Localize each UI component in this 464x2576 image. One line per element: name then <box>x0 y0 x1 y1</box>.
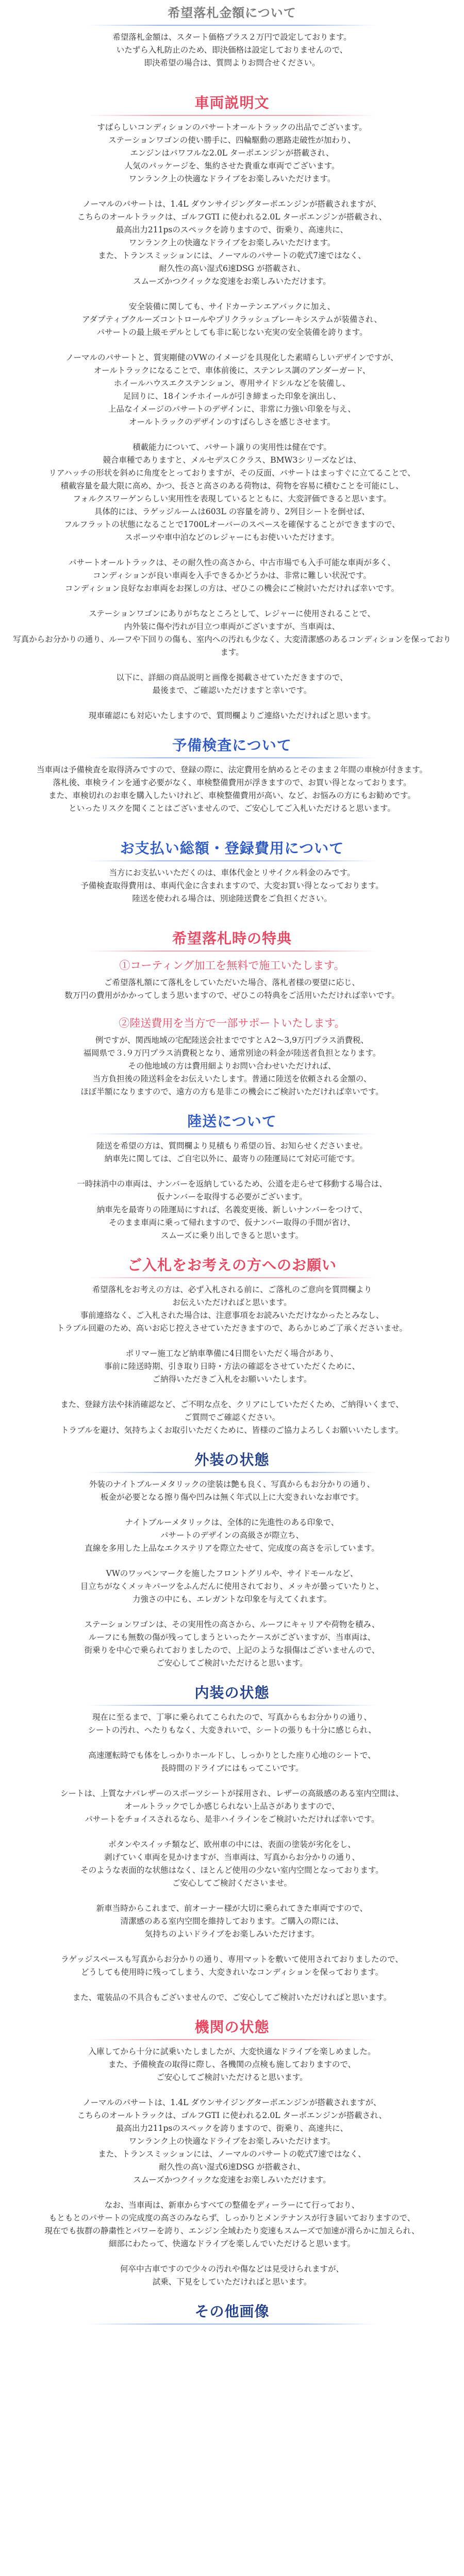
text-line: 当方負担後の陸送料金をお伝えいたします。普通に陸送を依頼される金額の、 <box>92 1074 372 1083</box>
paragraph <box>10 1902 454 1941</box>
text-line: ワンランク上の快適なドライブをお楽しみいただけます。 <box>128 2137 336 2146</box>
text-line: また、車検切れのお車を購入したいけれど、車検整備費用が高い、など、お悩みの方にもお勧めです。 <box>48 791 416 800</box>
text-line: また、電装品の不具合もございませんので、ご安心してご検討いただければと思います。 <box>72 1993 392 2002</box>
text-line: 最高出力211psのスペックを誇りますので、街乗り、高速共に、 <box>115 225 349 234</box>
text-line: ご安心してご検討いただけると思います。 <box>156 1658 308 1668</box>
transport-text <box>10 1140 454 1242</box>
text-line: 積載容量を最大限に高め、かつ、長さと高さのある荷物は、荷物を容易に積むことを可能にし、 <box>60 481 404 490</box>
text-line: 入庫してから十分に試乗いたしましたが、大変快適なドライブを楽しめました。 <box>88 2047 376 2056</box>
paragraph <box>10 671 454 697</box>
other-images-section <box>0 2301 464 2325</box>
text-line: 陸送を使われる場合は、別途陸送費をご負担ください。 <box>132 894 332 903</box>
paragraph <box>10 556 454 595</box>
text-line: もともとのパサートの完成度の高さのみならず、しっかりとメンテナンスが行き届いておりますので、 <box>48 2213 416 2223</box>
vehicle-description-section <box>0 92 464 722</box>
divider <box>88 2324 376 2325</box>
exterior-title: 外装の状態 <box>194 1451 270 1468</box>
divider <box>88 25 376 26</box>
divider <box>88 1277 376 1278</box>
text-line: ご希望落札額にて落札をしていただいた場合、落札者様の要望に応じ、 <box>104 978 360 987</box>
text-line: オールトラックでしか感じられない上品さがありますので、 <box>124 1802 340 1811</box>
text-line: お伝えいただければと思います。 <box>172 1298 292 1307</box>
divider <box>88 1472 376 1473</box>
text-line: 足回りに、18インチホイールが引き締まった印象を演出し、 <box>123 392 341 401</box>
text-line: また、トランスミッションには、ノーマルのパサートの乾式7速ではなく、 <box>98 2149 366 2159</box>
text-line: シートの汚れ、へたりもなく、大変きれいで、シートの張りも十分に感じられ、 <box>88 1725 376 1735</box>
text-line: すばらしいコンディションのパサートオールトラックの出品でございます。 <box>97 123 367 132</box>
text-line: 当方にお支払いいただくのは、車体代金とリサイクル料金のみです。 <box>109 868 355 877</box>
text-line: ノーマルのパサートと、質実剛健のVWのイメージを具現化した素晴らしいデザインですが、 <box>65 353 399 362</box>
perk-heading: ②陸送費用を当方で一部サポートいたします。 <box>119 1017 345 1029</box>
text-line: 板金が必要となる擦り傷や凹みは無く年式以上に大変きれいなお車です。 <box>100 1493 364 1502</box>
divider <box>88 2039 376 2040</box>
paragraph <box>10 1140 454 1165</box>
paragraph <box>10 867 454 905</box>
text-line: 何卒中古車ですので少々の汚れや傷などは見受けられますが、 <box>120 2264 344 2274</box>
paragraph <box>10 1178 454 1242</box>
perk-heading: ①コーティング加工を無料で施工いたします。 <box>119 959 345 972</box>
text-line: ボタンやスイッチ類など、欧州車の中には、表面の塗装が劣化をし、 <box>108 1840 356 1849</box>
text-line: 希望落札をお考えの方は、必ず入札される前に、ご落札のご意向を質問欄より <box>92 1285 372 1294</box>
text-line: 内外装に傷や汚れが目立つ車両がございますが、当車両は、 <box>124 622 340 631</box>
paragraph <box>10 441 454 544</box>
text-line: ご納得いただきご入札をお願いいたします。 <box>152 1375 312 1384</box>
text-line: ホイールハウスエクステンション、専用サイドシルなどを装備し、 <box>113 379 351 388</box>
paragraph <box>10 2045 454 2084</box>
divider <box>88 115 376 116</box>
paragraph <box>10 1398 454 1437</box>
text-line: 写真からお分かりの通り、ルーフや下回りの傷も、室内への汚れも少なく、大変清潔感のあるコンディションを保っております。 <box>13 635 451 657</box>
text-line: スムーズかつクイックな変速をお楽しみいただけます。 <box>133 277 331 286</box>
divider <box>88 757 376 758</box>
text-line: 試乗、下見をしていただければと思います。 <box>152 2277 312 2286</box>
text-line: なお、当車両は、新車からすべての整備をディーラーにて行っており、 <box>104 2200 360 2210</box>
text-line: コンディション良好なお車両をお探しの方は、ぜひこの機会にご検討いただければ幸いです。 <box>64 584 400 593</box>
text-line: フルフラットの状態になることで1700Lオーバーのスペースを確保することができますので、 <box>64 520 400 529</box>
text-line: いたずら入札防止のため、即決価格は設定しておりませんので、 <box>116 45 348 55</box>
perk-description <box>10 1034 454 1098</box>
text-line: ラゲッジスペースも写真からお分かりの通り、専用マットを敷いて使用されておりましたので、 <box>61 1955 403 1964</box>
text-line: ステーションワゴンは、その実用性の高さから、ルーフにキャリアや荷物を積み、 <box>84 1620 380 1629</box>
text-line: そのまま車両に乗って帰れますので、仮ナンバー取得の手間が省け、 <box>109 1218 355 1227</box>
text-line: アダプティブクルーズコントロールやプリクラッシュブレーキシステムが装備され、 <box>82 315 382 324</box>
text-line: ポリマー施工など納車準備に4日間をいただく場合があり、 <box>125 1349 339 1358</box>
text-line: パサートの最上級モデルとしても非に恥じない充実の安全装備を誇ります。 <box>96 328 368 337</box>
text-line: ご安心してご検討くださいませ。 <box>172 1878 292 1888</box>
text-line: リアハッチの形状を斜めに角度をとっておりますが、その反面、パサートはまっすぐに立てることで、 <box>48 468 416 478</box>
text-line: トラブル回避のため、高いお応じ控えさせていただきますので、あらかじめご了承くださいませ。 <box>57 1324 407 1333</box>
text-line: スムーズかつクイックな変速をお楽しみいただけます。 <box>133 2175 331 2184</box>
paragraph <box>10 121 454 185</box>
paragraph <box>10 1838 454 1890</box>
paragraph <box>10 300 454 339</box>
text-line: といったリスクを聞くことはございませんので、ご安心してご入札いただけると思います。 <box>69 804 395 813</box>
text-line: 外装のナイトブルーメタリックの塗装は艶も良く、写真からもお分かりの通り、 <box>89 1480 375 1489</box>
exterior-text <box>10 1478 454 1670</box>
text-line: ステーションワゴンにありがちなところとして、レジャーに使用されることで、 <box>89 609 375 618</box>
text-line: 即決希望の場合は、質問よりお問合せください。 <box>144 58 320 67</box>
text-line: 剥げていく車両を見かけますが、当車両は、写真からお分かりの通り、 <box>104 1853 360 1862</box>
text-line: シートは、上質なナパレザーのスポーツシートが採用され、レザーの高級感のある室内空間は、 <box>60 1789 404 1798</box>
text-line: 長時間のドライブにはもってこいです。 <box>160 1764 304 1773</box>
text-line: 陸送を希望の方は、質問欄より見積もり希望の旨、お知らせくださいませ。 <box>96 1141 368 1150</box>
exterior-section <box>0 1449 464 1670</box>
perks-section <box>0 928 464 1098</box>
bidders-text <box>10 1283 454 1437</box>
text-line: 事前に陸送時期、引き取り日時・方法の確認をさせていただくために、 <box>104 1362 360 1371</box>
interior-section <box>0 1682 464 2004</box>
text-line: 耐久性の高い湿式6速DSG が搭載され、 <box>159 264 305 273</box>
paragraph <box>10 709 454 722</box>
preinspection-title: 予備検査について <box>172 737 292 754</box>
text-line: 街乗りを中心で乗られておりましたので、上記のような損傷はございませんので、 <box>84 1646 380 1655</box>
text-line: ほぼ半額になりますので、遠方の方も是非この機会にご検討いただければ幸いです。 <box>80 1087 384 1096</box>
text-line: また、登録方法や抹消確認など、ご不明な点を、クリアにしていただくため、ご納得いくまで、 <box>60 1400 404 1409</box>
perks-list <box>10 957 454 1098</box>
reserve-price-section <box>0 0 464 70</box>
paragraph <box>10 1283 454 1335</box>
text-line: その他地域の方は費用細よりお問い合わせいただければ、 <box>128 1061 336 1071</box>
text-line: 希望落札金額は、スタート価格プラス２万円で設定しております。 <box>112 32 352 42</box>
text-line: パサートのデザインの高級さが際立ち、 <box>160 1531 304 1540</box>
paragraph <box>10 1347 454 1386</box>
text-line: ワンランク上の快適なドライブをお楽しみいただけます。 <box>128 174 336 183</box>
payment-section <box>0 838 464 905</box>
paragraph <box>10 1953 454 1979</box>
text-line: スムーズに乗り出しできると思います。 <box>160 1231 304 1240</box>
divider <box>88 1133 376 1134</box>
text-line: 直線を多用した上品なエクステリアを際立たせて、完成度の高さを示しています。 <box>85 1544 379 1553</box>
paragraph <box>10 2263 454 2289</box>
text-line: 事前連絡なく、ご入札された場合は、注意事項をお読みいただけなかったとみなし、 <box>80 1311 384 1320</box>
text-line: 最高出力211psのスペックを誇りますので、街乗り、高速共に、 <box>115 2124 349 2133</box>
text-line: フォルクスワーゲンらしい実用性を表現しているとともに、大変評価できると思います。 <box>73 494 391 503</box>
text-line: 高速運転時でも体をしっかりホールドし、しっかりとした座り心地のシートで、 <box>88 1751 376 1760</box>
reserve-price-title: 希望落札金額について <box>168 6 296 20</box>
text-line: 気持ちのよいドライブをお楽しみいただけます。 <box>144 1929 320 1939</box>
paragraph <box>10 2199 454 2250</box>
divider <box>88 1705 376 1706</box>
text-line: オールトラックのデザインのすばらしさを感じさせます。 <box>128 417 336 427</box>
paragraph <box>10 31 454 70</box>
text-line: 積載能力について、パサート譲りの実用性は健在です。 <box>132 443 332 452</box>
text-line: 例ですが、関西地域の宅配陸送会社までですとＡ2〜3,9万円プラス消費税、 <box>95 1036 369 1045</box>
text-line: トラブルを避け、気持ちよくお取引いただくために、皆様のご協力よろしくお願いいたします。 <box>60 1426 404 1435</box>
text-line: パサートオールトラックは、その耐久性の高さから、中古市場でも入手可能な車両が多く、 <box>68 558 396 567</box>
preinspection-text <box>10 764 454 815</box>
paragraph <box>10 1618 454 1670</box>
paragraph <box>10 1567 454 1606</box>
paragraph <box>10 198 454 288</box>
paragraph <box>10 1991 454 2004</box>
text-line: 落札後、車検ラインを通す必要がなく、車検整備費用が浮きますので、お買い得となっております。 <box>53 778 411 787</box>
paragraph <box>10 2096 454 2187</box>
interior-text <box>10 1711 454 2004</box>
text-line: また、予備検査の取得に際し、各機関の点検も施しておりますので、 <box>108 2060 356 2069</box>
text-line: また、トランスミッションには、ノーマルのパサートの乾式7速ではなく、 <box>98 251 366 260</box>
text-line: 力強さの中にも、エレガントな印象を与えてくれます。 <box>132 1595 332 1604</box>
text-line: 数万円の費用がかかってしまう思いますので、ぜひこの特典をご活用いただければ幸いです。 <box>64 991 400 1000</box>
divider <box>88 951 376 952</box>
text-line: 新車当時からこれまで、前オーナー様が大切に乗られてきた車両ですので、 <box>96 1904 368 1913</box>
paragraph <box>10 1787 454 1826</box>
text-line: 現在でも抜群の静粛性とパワーを誇り、エンジン全域わたり変速もスムーズで加速が滑らかに加えられ、 <box>44 2226 420 2235</box>
perk-description <box>10 976 454 1002</box>
paragraph <box>10 351 454 429</box>
bidders-section <box>0 1255 464 1437</box>
text-line: 以下に、詳細の商品説明と画像を掲載させていただきますので、 <box>116 673 348 682</box>
text-line: オールトラックになることで、車体前後に、ステンレス調のアンダーガード、 <box>93 366 371 375</box>
text-line: ご質問でご確認ください。 <box>184 1413 280 1422</box>
text-line: 人気のパッケージを、集約させた貴重な車両でございます。 <box>124 161 340 171</box>
text-line: どうしても使用時に残ってしまう、大変きれいなコンディションを保っております。 <box>80 1968 384 1977</box>
transport-section <box>0 1111 464 1242</box>
text-line: ステーションワゴンの使い勝手に、四輪駆動の悪路走破性が加わり、 <box>108 135 356 145</box>
paragraph <box>10 607 454 659</box>
text-line: 現車確認にも対応いたしますので、質問欄よりご連絡いただければと思います。 <box>88 711 376 720</box>
engine-text <box>10 2045 454 2289</box>
paragraph <box>10 1749 454 1775</box>
text-line: パサートをチョイスされるなら、是非ハイラインをご検討いただければ幸いです。 <box>85 1815 379 1824</box>
text-line: 具体的には、ラゲッジルームは603L の容量を誇り、2列目シートを倒せば、 <box>94 507 370 516</box>
text-line: ノーマルのパサートは、1.4L ダウンサイジングターボエンジンが搭載されますが、 <box>82 199 382 209</box>
text-line: ご安心してご検討いただけると思います。 <box>156 2073 308 2082</box>
text-line: そのような表面的な状態はなく、ほとんど使用の少ない室内空間となっております。 <box>80 1866 384 1875</box>
text-line: 安全装備に関しても、サイドカーテンエアバックに加え、 <box>128 302 336 311</box>
paragraph <box>10 1478 454 1504</box>
perks-title: 希望落札時の特典 <box>172 930 292 947</box>
paragraph <box>10 764 454 815</box>
text-line: 現在に至るまで、丁寧に乗られてこられたので、写真からもお分かりの通り、 <box>92 1713 372 1722</box>
text-line: 耐久性の高い湿式6速DSG が搭載され、 <box>159 2162 305 2172</box>
reserve-price-text <box>10 31 454 70</box>
text-line: スポーツや車中泊などのレジャーにもお使いいただけます。 <box>125 533 339 542</box>
text-line: 当車両は予備検査を取得済みですので、登録の際に、法定費用を納めるとそのまま２年間の車検が付きます。 <box>37 765 427 774</box>
text-line: ナイトブルーメタリックは、全体的に先進性のある印象で、 <box>125 1518 339 1527</box>
text-line: ノーマルのパサートは、1.4L ダウンサイジングターボエンジンが搭載されますが、 <box>82 2098 382 2107</box>
interior-title: 内装の状態 <box>194 1684 270 1701</box>
text-line: こちらのオールトラックは、ゴルフGTI に使われる2.0L ターボエンジンが搭載され、 <box>77 212 387 222</box>
text-line: 上品なイメージのパサートのデザインに、非常に力強い印象を与え、 <box>108 404 356 414</box>
other-images-title: その他画像 <box>194 2303 270 2320</box>
text-line: ルーフにも無数の傷が残ってしまうといったケースがございますが、当車両は、 <box>88 1633 376 1642</box>
text-line: 細部にわたって、快適なドライブを楽しんでいただけると思います。 <box>108 2239 356 2248</box>
payment-title: お支払い総額・登録費用について <box>120 840 344 857</box>
text-line: 納車先を最寄りの陸運局にすれば、名義変更後、新しいナンバーをつけて、 <box>96 1205 368 1214</box>
text-line: 競合車種でありますと、メルセデスＣクラス、BMW3シリーズなどは、 <box>103 455 361 465</box>
text-line: 一時抹消中の車両は、ナンバーを返納しているため、公道を走らせて移動する場合は、 <box>77 1179 387 1189</box>
text-line: 納車先に関しては、ご自宅以外に、最寄りの陸運局にて対応可能です。 <box>104 1154 360 1163</box>
bidders-title: ご入札をお考えの方へのお願い <box>127 1257 337 1274</box>
text-line: 最後まで、ご確認いただけますと幸いです。 <box>152 686 312 695</box>
vehicle-description-title: 車両説明文 <box>194 94 270 111</box>
vehicle-description-text <box>10 121 454 722</box>
paragraph <box>10 1711 454 1737</box>
text-line: ワンランク上の快適なドライブをお楽しみいただけます。 <box>128 238 336 247</box>
engine-section <box>0 2016 464 2289</box>
text-line: 福岡県で３.９万円プラス消費税となり、通常別途の料金が陸送者負担となります。 <box>83 1048 381 1058</box>
text-line: 予備検査取得費用は、車両代金に含まれますので、大変お買い得となっております。 <box>80 881 384 890</box>
text-line: 清潔感のある室内空間を維持しております。ご購入の際には、 <box>120 1917 344 1926</box>
engine-title: 機関の状態 <box>194 2019 270 2036</box>
text-line: VWのワッペンマークを施したフロントグリルや、サイドモールなど、 <box>106 1569 358 1578</box>
text-line: 仮ナンバーを取得する必要がございます。 <box>157 1192 307 1201</box>
payment-text <box>10 867 454 905</box>
text-line: エンジンはパワフルな2.0L ターボエンジンが搭載され、 <box>130 148 334 158</box>
paragraph <box>10 1516 454 1555</box>
text-line: 目立ちがなくメッキパーツをふんだんに使用されており、メッキが曇っていたりと、 <box>80 1582 384 1591</box>
text-line: コンディションが良い車両を入手できるかどうかは、非常に難しい状況です。 <box>93 571 371 580</box>
divider <box>88 860 376 861</box>
preinspection-section <box>0 735 464 815</box>
text-line: こちらのオールトラックは、ゴルフGTI に使われる2.0L ターボエンジンが搭載され、 <box>77 2111 387 2120</box>
transport-title: 陸送について <box>187 1113 277 1130</box>
